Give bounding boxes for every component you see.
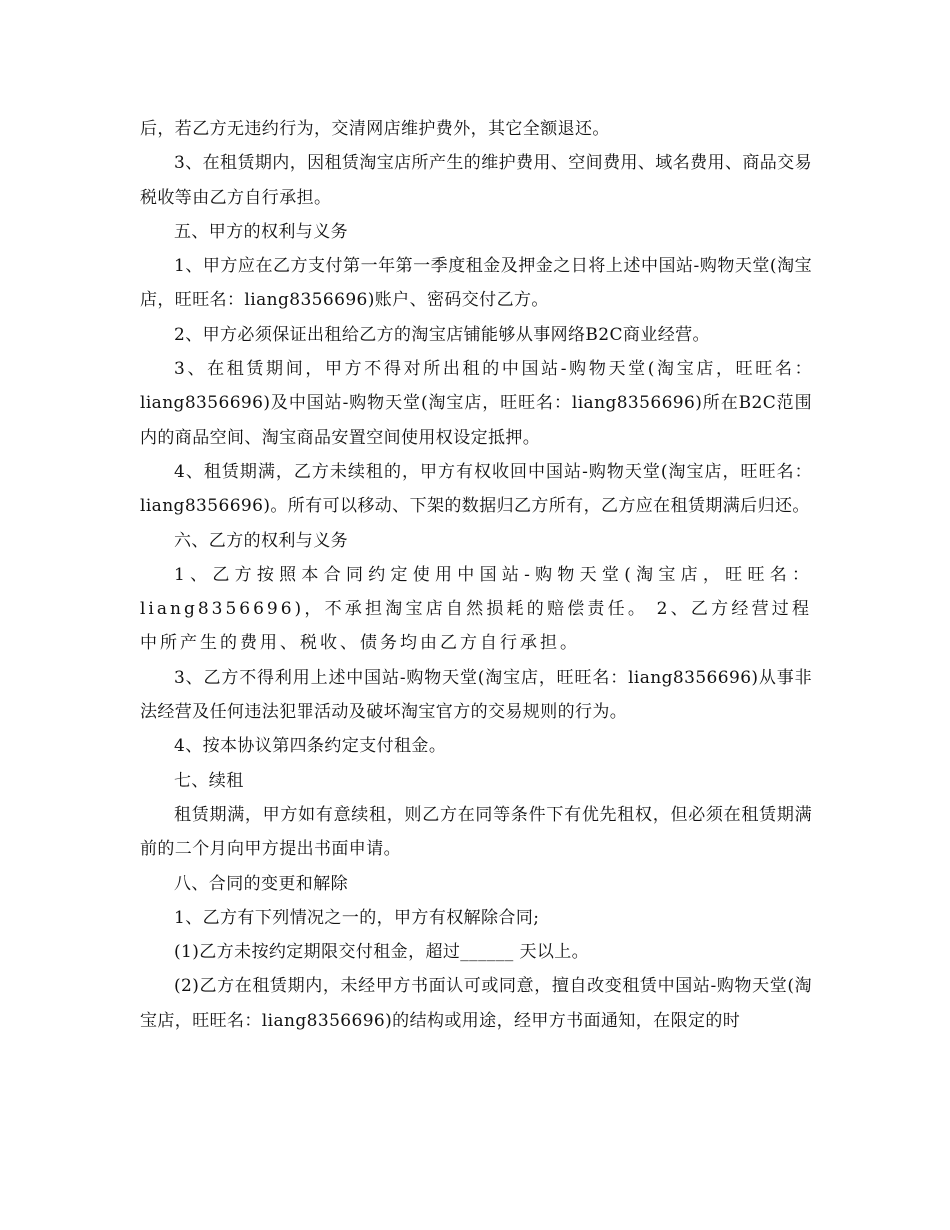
clause-5-4: 4、租赁期满，乙方未续租的，甲方有权收回中国站-购物天堂(淘宝店，旺旺名：liang8356696)。所有可以移动、下架的数据归乙方所有，乙方应在租赁期满后归还。 — [140, 461, 812, 517]
section-heading-6: 六、乙方的权利与义务 — [174, 530, 348, 551]
clause-5-3: 3、在租赁期间，甲方不得对所出租的中国站-购物天堂(淘宝店，旺旺名：liang8356696)及中国站-购物天堂(淘宝店，旺旺名：liang8356696)所在B2C范围内的商品空间、淘宝商品安置空间使用权设定抵押。 — [140, 359, 812, 448]
section-heading-8: 八、合同的变更和解除 — [174, 873, 348, 894]
clause-6-1-2: 1、乙方按照本合同约定使用中国站-购物天堂(淘宝店，旺旺名：liang8356696)，不承担淘宝店自然损耗的赔偿责任。 2、乙方经营过程中所产生的费用、税收、债务均由乙方自行承担。 — [140, 564, 812, 654]
clause-7-body: 租赁期满，甲方如有意续租，则乙方在同等条件下有优先租权，但必须在租赁期满前的二个月向甲方提出书面申请。 — [140, 804, 812, 860]
clause-8-1-item-1: (1)乙方未按约定期限交付租金，超过______ 天以上。 — [174, 942, 590, 963]
clause-4-3: 3、在租赁期内，因租赁淘宝店所产生的维护费用、空间费用、域名费用、商品交易税收等由乙方自行承担。 — [140, 153, 812, 208]
clause-6-3: 3、乙方不得利用上述中国站-购物天堂(淘宝店，旺旺名：liang8356696)从事非法经营及任何违法犯罪活动及破坏淘宝官方的交易规则的行为。 — [140, 667, 812, 723]
clause-6-4: 4、按本协议第四条约定支付租金。 — [174, 736, 447, 757]
document-body — [140, 112, 812, 1038]
clause-5-2: 2、甲方必须保证出租给乙方的淘宝店铺能够从事网络B2C商业经营。 — [174, 324, 710, 345]
section-heading-5: 五、甲方的权利与义务 — [174, 221, 348, 242]
section-heading-7: 七、续租 — [174, 770, 244, 791]
paragraph-continuation: 后，若乙方无违约行为，交清网店维护费外，其它全额退还。 — [140, 119, 610, 139]
clause-5-1: 1、甲方应在乙方支付第一年第一季度租金及押金之日将上述中国站-购物天堂(淘宝店，旺旺名：liang8356696)账户、密码交付乙方。 — [140, 256, 812, 311]
clause-8-1: 1、乙方有下列情况之一的，甲方有权解除合同; — [174, 907, 540, 928]
clause-8-1-item-2: (2)乙方在租赁期内，未经甲方书面认可或同意，擅自改变租赁中国站-购物天堂(淘宝店，旺旺名：liang8356696)的结构或用途，经甲方书面通知，在限定的时 — [140, 976, 812, 1031]
